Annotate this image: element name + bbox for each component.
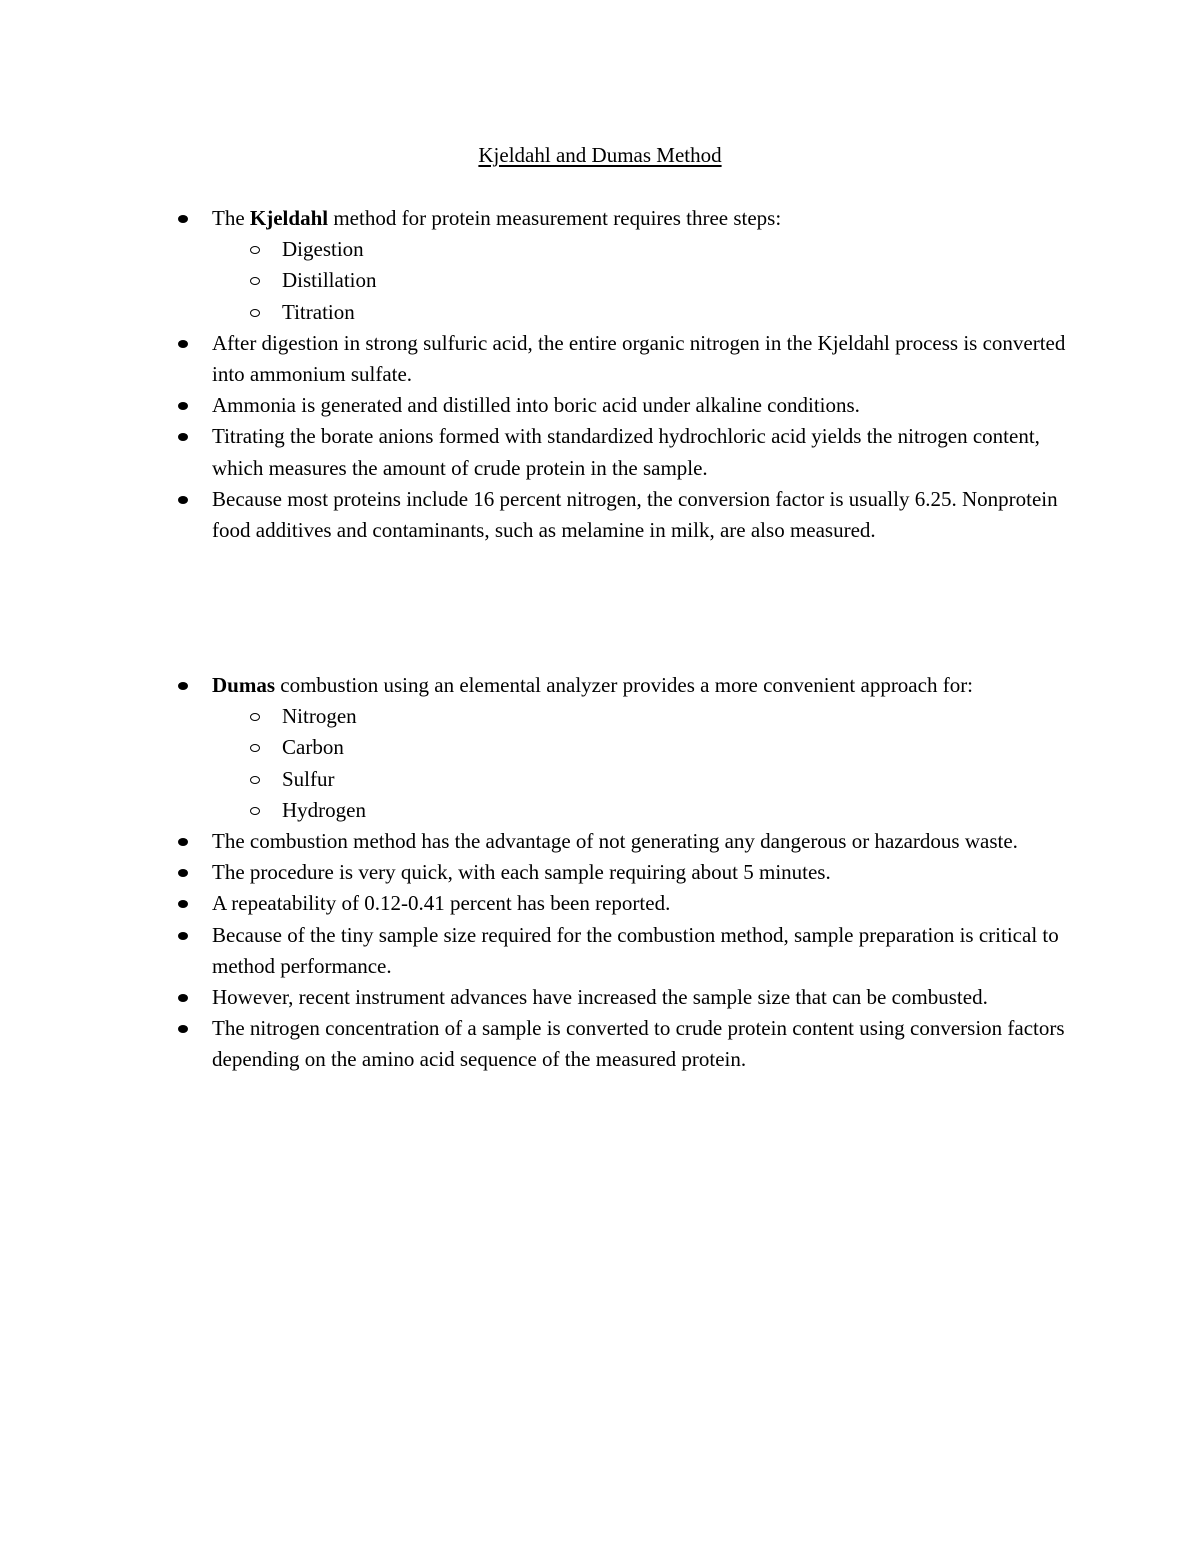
bullet-icon: [178, 1025, 188, 1033]
list-item-text: The nitrogen concentration of a sample is converted to crude protein content using conversion factors depending on the amino acid sequence of the measured protein.: [212, 1016, 1065, 1072]
bullet-icon: [178, 994, 188, 1002]
bullet-icon: [178, 869, 188, 877]
dumas-list: [212, 670, 1072, 1076]
list-item-text: Because most proteins include 16 percent nitrogen, the conversion factor is usually 6.25. Nonprotein food additives and contaminants, such as melamine in milk, are also measured.: [212, 486, 1058, 543]
sub-list-item: [212, 732, 1072, 763]
sub-list-item: [212, 764, 1072, 795]
sub-list-item: [212, 234, 1072, 265]
list-item: [212, 920, 1072, 982]
intro-suffix: combustion using an elemental analyzer provides a more convenient approach for:: [275, 673, 974, 697]
bullet-icon: [178, 932, 188, 940]
kjeldahl-list: [212, 203, 1072, 546]
circle-bullet-icon: [250, 246, 260, 254]
list-item: [212, 1013, 1072, 1075]
sub-list-item: [212, 795, 1072, 826]
list-item: [212, 857, 1072, 888]
list-item-text: However, recent instrument advances have increased the sample size that can be combusted.: [212, 985, 988, 1010]
list-item-text: Because of the tiny sample size required for the combustion method, sample preparation is critical to method performance.: [212, 922, 1059, 978]
step-label: Titration: [282, 299, 355, 324]
intro-suffix: method for protein measurement requires three steps:: [328, 206, 782, 230]
list-item-dumas-intro: [212, 670, 1072, 826]
circle-bullet-icon: [250, 309, 260, 317]
intro-prefix: The: [212, 206, 250, 230]
list-item-kjeldahl-intro: [212, 203, 1072, 328]
list-item: [212, 888, 1072, 919]
list-item-text: The combustion method has the advantage of not generating any dangerous or hazardous waste.: [212, 829, 1018, 854]
bullet-icon: [178, 215, 188, 223]
list-item: [212, 484, 1072, 546]
bullet-icon: [178, 402, 188, 410]
list-item-text: A repeatability of 0.12-0.41 percent has been reported.: [212, 891, 671, 916]
sub-list-item: [212, 297, 1072, 328]
list-item-text: The procedure is very quick, with each sample requiring about 5 minutes.: [212, 860, 831, 885]
step-label: Distillation: [282, 268, 377, 293]
list-item: [212, 390, 1072, 421]
sub-list-item: [212, 265, 1072, 296]
circle-bullet-icon: [250, 744, 260, 752]
list-item: [212, 826, 1072, 857]
list-item: [212, 982, 1072, 1013]
list-item: [212, 328, 1072, 390]
dumas-elements-list: [212, 701, 1072, 826]
circle-bullet-icon: [250, 807, 260, 815]
circle-bullet-icon: [250, 713, 260, 721]
bullet-icon: [178, 838, 188, 846]
intro-bold-term: Kjeldahl: [249, 206, 329, 230]
sub-list-item: [212, 701, 1072, 732]
list-item-text: After digestion in strong sulfuric acid, the entire organic nitrogen in the Kjeldahl process is converted into ammonium sulfate.: [212, 330, 1066, 387]
bullet-icon: [178, 433, 188, 441]
bullet-icon: [178, 340, 188, 348]
element-label: Nitrogen: [282, 704, 357, 729]
element-label: Hydrogen: [282, 797, 366, 822]
bullet-icon: [178, 682, 188, 690]
list-item-text: Ammonia is generated and distilled into boric acid under alkaline conditions.: [212, 393, 860, 418]
step-label: Digestion: [282, 237, 364, 262]
kjeldahl-steps-list: [212, 234, 1072, 328]
circle-bullet-icon: [250, 277, 260, 285]
list-item: [212, 421, 1072, 483]
element-label: Carbon: [282, 735, 344, 760]
circle-bullet-icon: [250, 776, 260, 784]
element-label: Sulfur: [282, 766, 335, 791]
page-title: Kjeldahl and Dumas Method: [478, 143, 722, 167]
intro-bold-term: Dumas: [212, 673, 276, 697]
list-item-text: Titrating the borate anions formed with standardized hydrochloric acid yields the nitrogen content, which measures the amount of crude protein in the sample.: [212, 424, 1040, 480]
bullet-icon: [178, 496, 188, 504]
bullet-icon: [178, 900, 188, 908]
